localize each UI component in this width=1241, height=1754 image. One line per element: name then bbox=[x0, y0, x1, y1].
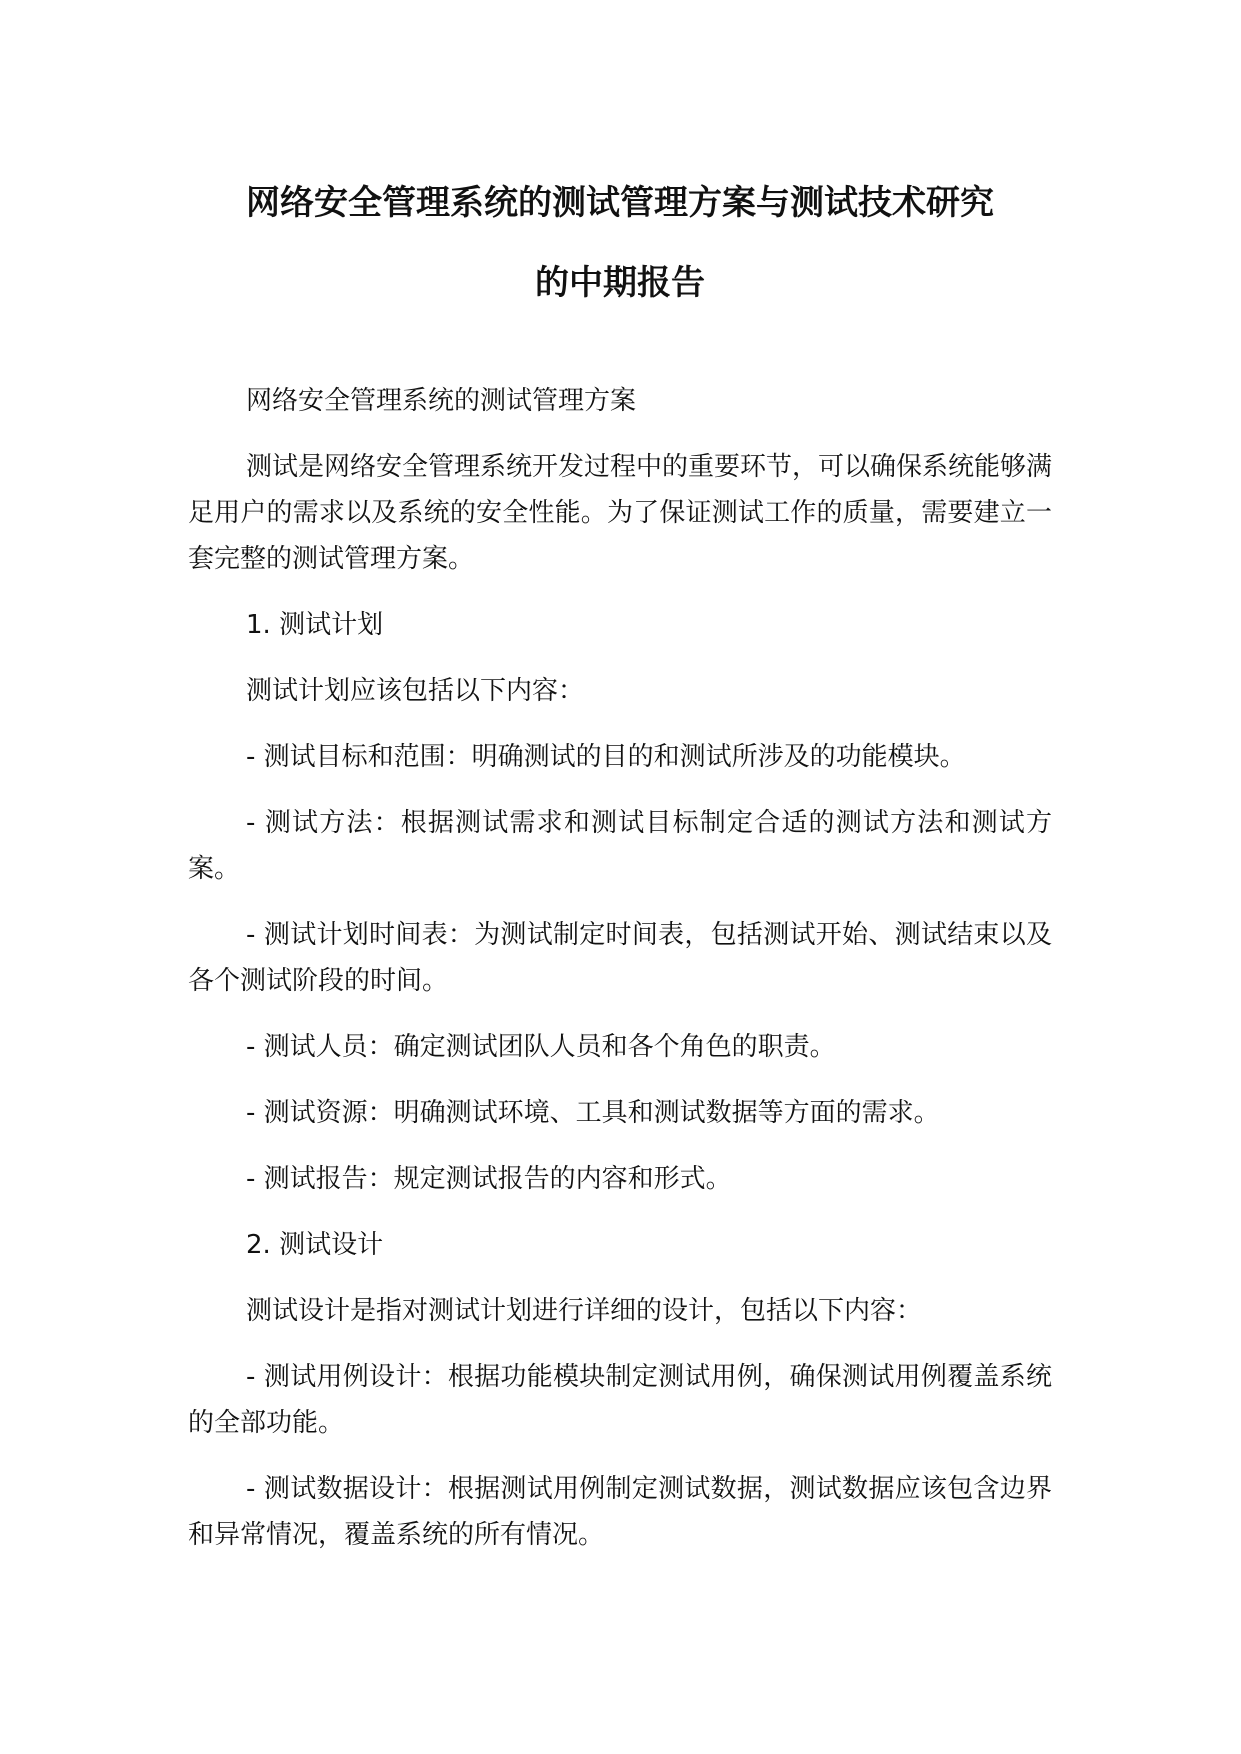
document-title-line-2: 的中期报告 bbox=[535, 263, 705, 303]
paragraph: 测试计划应该包括以下内容： bbox=[246, 676, 585, 706]
section-heading: 网络安全管理系统的测试管理方案 bbox=[246, 386, 637, 416]
document-title-line-1: 网络安全管理系统的测试管理方案与测试技术研究 bbox=[246, 183, 994, 223]
list-item: - 测试报告：规定测试报告的内容和形式。 bbox=[246, 1164, 732, 1194]
list-item: - 测试人员：确定测试团队人员和各个角色的职责。 bbox=[246, 1032, 836, 1062]
list-item: - 测试方法：根据测试需求和测试目标制定合适的测试方法和测试方案。 bbox=[188, 808, 1052, 884]
list-item: - 测试用例设计：根据功能模块制定测试用例，确保测试用例覆盖系统的全部功能。 bbox=[188, 1362, 1052, 1438]
list-item: - 测试资源：明确测试环境、工具和测试数据等方面的需求。 bbox=[246, 1098, 940, 1128]
intro-paragraph: 测试是网络安全管理系统开发过程中的重要环节，可以确保系统能够满足用户的需求以及系统的安全性能。为了保证测试工作的质量，需要建立一套完整的测试管理方案。 bbox=[188, 452, 1053, 574]
subsection-heading-test-design: 2. 测试设计 bbox=[246, 1230, 384, 1260]
subsection-heading-test-plan: 1. 测试计划 bbox=[246, 610, 384, 640]
paragraph: 测试设计是指对测试计划进行详细的设计，包括以下内容： bbox=[246, 1296, 923, 1326]
list-item: - 测试目标和范围：明确测试的目的和测试所涉及的功能模块。 bbox=[246, 742, 966, 772]
document-body bbox=[188, 378, 1052, 1558]
list-item: - 测试数据设计：根据测试用例制定测试数据，测试数据应该包含边界和异常情况，覆盖系统的所有情况。 bbox=[188, 1474, 1052, 1550]
list-item: - 测试计划时间表：为测试制定时间表，包括测试开始、测试结束以及各个测试阶段的时间。 bbox=[188, 920, 1052, 996]
